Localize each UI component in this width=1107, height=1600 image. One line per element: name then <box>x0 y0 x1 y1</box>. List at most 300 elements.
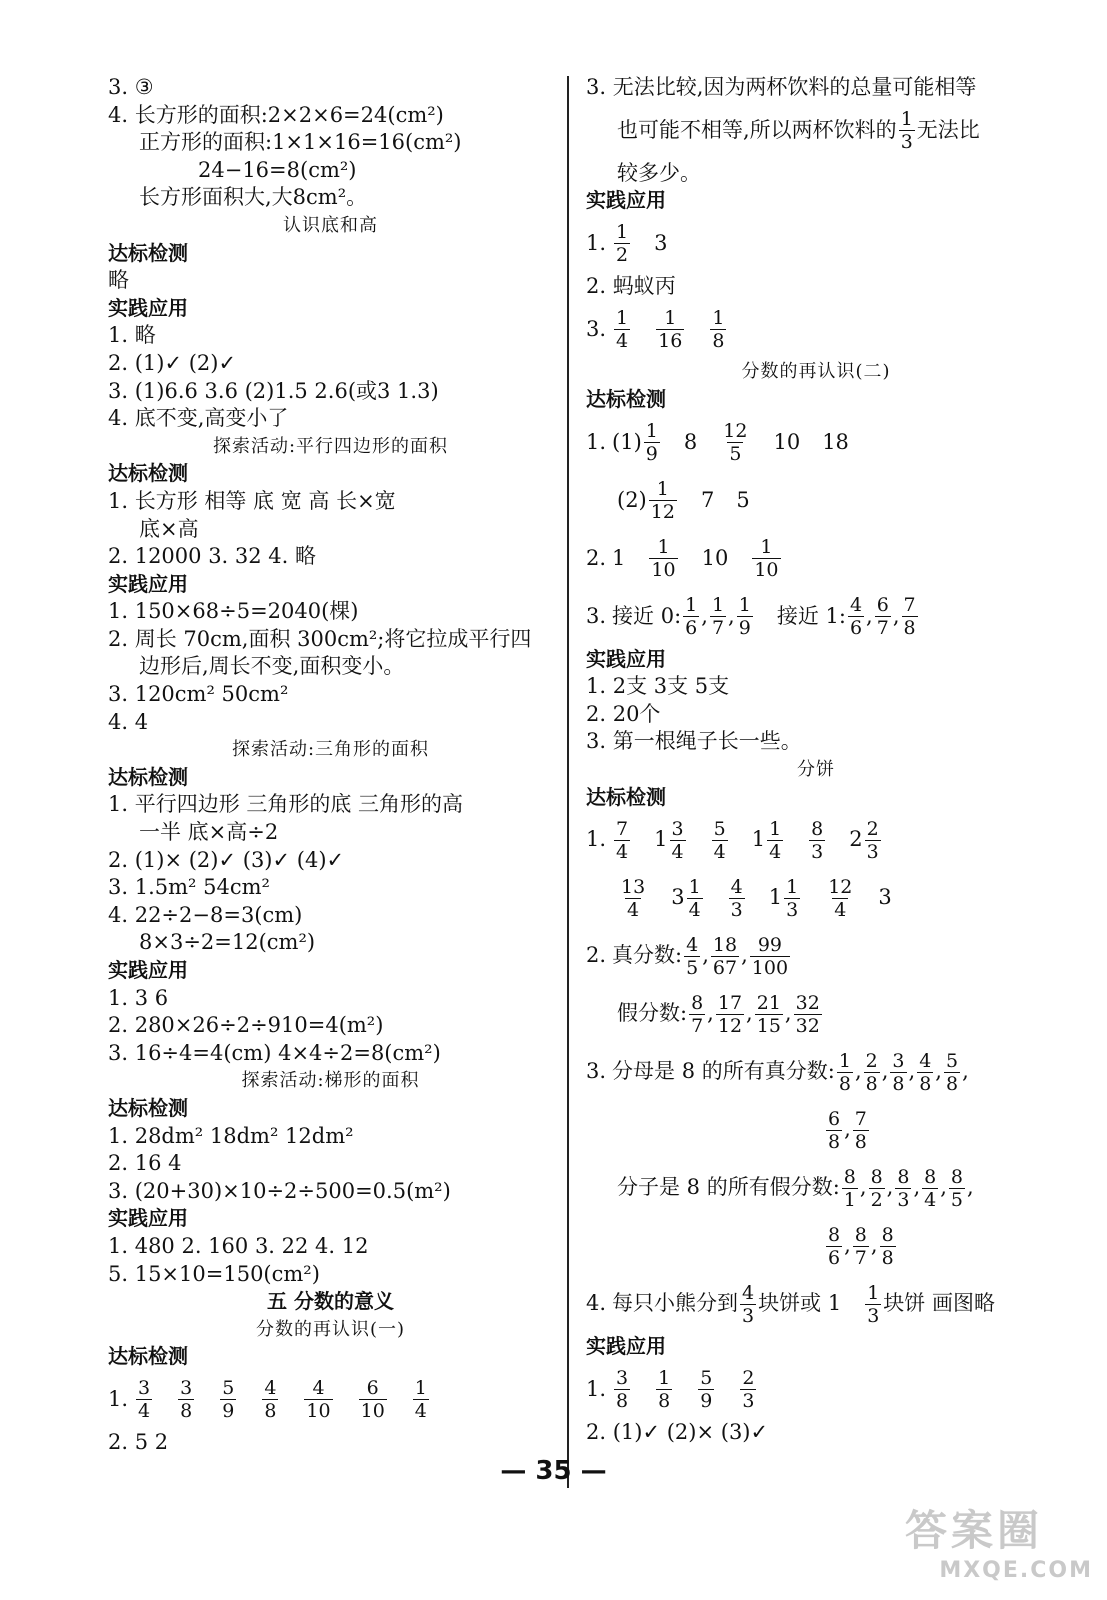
numerator: 12 <box>828 875 853 898</box>
numerator: 3 <box>616 1367 629 1390</box>
answer-item <box>586 545 625 573</box>
fraction <box>687 876 703 921</box>
fraction <box>619 876 647 921</box>
comma: , <box>908 1059 916 1084</box>
fraction <box>649 478 677 523</box>
numerator: 1 <box>645 420 658 443</box>
question-number: 2. <box>586 943 607 968</box>
denominator: 4 <box>671 840 684 863</box>
denominator: 5 <box>729 443 742 466</box>
answer-item <box>750 536 782 581</box>
numerator: 6 <box>366 1377 379 1400</box>
numerator: 1 <box>657 536 670 559</box>
fraction <box>902 594 918 639</box>
section-heading: 达标检测 <box>108 240 188 265</box>
answer-item <box>708 307 728 352</box>
numerator: 2 <box>866 817 879 840</box>
numerator: 1 <box>738 594 751 617</box>
comma: , <box>746 1001 753 1026</box>
denominator: 4 <box>688 898 701 921</box>
answer-text: (2) <box>617 487 647 512</box>
fraction <box>689 992 705 1037</box>
fraction <box>359 1377 387 1422</box>
answer-line <box>586 530 1046 588</box>
fraction <box>740 1367 756 1412</box>
numerator: 1 <box>712 306 725 329</box>
numerator: 4 <box>312 1377 325 1400</box>
answer-line: 2. 20个 <box>586 701 661 726</box>
answer-line <box>586 811 1046 869</box>
numerator: 1 <box>760 536 773 559</box>
denominator: 3 <box>897 1188 910 1211</box>
answer-line: 1. 略 <box>108 323 156 348</box>
denominator: 100 <box>751 956 789 979</box>
answer-line: 4. 4 <box>108 709 149 734</box>
answer-line <box>586 1043 1046 1101</box>
answer-line: 2. 16 4 <box>108 1151 182 1176</box>
fraction <box>949 1166 965 1211</box>
comma: , <box>728 603 735 628</box>
fraction <box>656 1367 672 1412</box>
watermark-text: 答案圈 <box>905 1506 1044 1555</box>
fraction <box>826 1224 842 1269</box>
numerator: 1 <box>616 221 629 244</box>
denominator: 7 <box>854 1246 867 1269</box>
numerator: 8 <box>843 1165 856 1188</box>
answer-line: 3. 无法比较,因为两杯饮料的总量可能相等 <box>586 75 977 99</box>
lesson-title: 探索活动:平行四边形的面积 <box>212 435 449 457</box>
fraction <box>869 1166 885 1211</box>
fraction <box>656 307 684 352</box>
fraction <box>875 594 891 639</box>
numerator: 5 <box>700 1367 713 1390</box>
answer-text: 接近 0: <box>612 603 682 628</box>
fraction <box>683 594 699 639</box>
denominator: 3 <box>811 840 824 863</box>
answer-line: 1. 平行四边形 三角形的底 三角形的高 <box>108 792 464 817</box>
fraction <box>614 221 630 266</box>
fraction <box>837 1050 853 1095</box>
denominator: 3 <box>786 898 799 921</box>
question-number: 4. <box>586 1291 607 1316</box>
answer-line <box>586 1275 1046 1333</box>
watermark-logo <box>905 1506 1097 1594</box>
answer-line <box>586 869 1046 927</box>
fraction <box>670 818 686 863</box>
answer-line <box>586 927 1046 985</box>
comma: , <box>935 1059 942 1084</box>
answer-item <box>738 1367 758 1412</box>
fraction <box>710 594 726 639</box>
answer-line <box>586 985 1046 1043</box>
numerator: 4 <box>730 875 743 898</box>
answer-line <box>586 1217 1046 1275</box>
answer-line: 3. 1.5m² 54cm² <box>108 875 270 900</box>
denominator: 2 <box>870 1188 883 1211</box>
numerator: 5 <box>222 1377 235 1400</box>
denominator: 8 <box>180 1400 193 1423</box>
denominator: 32 <box>795 1014 820 1037</box>
answer-text: 块饼或 1 <box>758 1291 842 1316</box>
numerator: 8 <box>870 1165 883 1188</box>
fraction <box>710 307 726 352</box>
denominator: 8 <box>854 1130 867 1153</box>
answer-item <box>586 221 632 266</box>
answer-text: 1 <box>612 545 626 570</box>
denominator: 9 <box>738 617 751 640</box>
denominator: 3 <box>742 1390 755 1413</box>
answer-line: 3. 120cm² 50cm² <box>108 682 289 707</box>
answer-line: 2. 蚂蚁丙 <box>586 273 676 298</box>
denominator: 5 <box>950 1188 964 1211</box>
denominator: 8 <box>919 1072 932 1095</box>
answer-item <box>654 230 667 258</box>
answer-item <box>586 1050 969 1095</box>
denominator: 2 <box>616 244 629 267</box>
numerator: 7 <box>903 594 916 617</box>
denominator: 1 <box>843 1188 856 1211</box>
denominator: 3 <box>742 1304 755 1327</box>
denominator: 5 <box>686 956 699 979</box>
denominator: 8 <box>828 1130 841 1153</box>
section-heading: 实践应用 <box>108 571 188 596</box>
denominator: 10 <box>754 559 779 582</box>
denominator: 3 <box>867 1304 880 1327</box>
answer-item <box>218 1377 238 1422</box>
fraction <box>853 1108 869 1153</box>
fraction <box>220 1377 236 1422</box>
numerator: 6 <box>828 1107 841 1130</box>
fraction <box>644 420 660 465</box>
denominator: 4 <box>627 898 640 921</box>
denominator: 12 <box>717 1014 743 1037</box>
answer-line: 2. 周长 70cm,面积 300cm²;将它拉成平行四 <box>108 626 532 651</box>
denominator: 10 <box>651 559 676 582</box>
answer-item <box>822 429 849 457</box>
denominator: 8 <box>712 329 725 352</box>
answer-item <box>719 420 751 465</box>
numerator: 7 <box>616 817 629 840</box>
answer-line: 正方形的面积:1×1×16=16(cm²) <box>139 130 462 155</box>
denominator: 8 <box>892 1072 905 1095</box>
answer-line: 2. 280×26÷2÷910=4(m²) <box>108 1013 384 1038</box>
denominator: 4 <box>616 329 629 352</box>
answer-item <box>824 1108 871 1153</box>
fraction <box>614 307 630 352</box>
denominator: 4 <box>414 1400 427 1423</box>
denominator: 4 <box>834 898 847 921</box>
comma: , <box>870 1233 878 1258</box>
numerator: 32 <box>795 991 820 1014</box>
answer-text: 1 <box>751 827 766 852</box>
fraction <box>842 1166 858 1211</box>
fraction <box>890 1050 906 1095</box>
answer-line <box>586 102 1046 160</box>
denominator: 7 <box>711 617 725 640</box>
answer-line: 4. 长方形的面积:2×2×6=24(cm²) <box>108 102 444 127</box>
denominator: 4 <box>616 840 629 863</box>
denominator: 3 <box>730 898 743 921</box>
answer-line: 3. (1)6.6 3.6 (2)1.5 2.6(或3 1.3) <box>108 378 439 403</box>
fraction <box>750 934 790 979</box>
page-number: — 35 — <box>500 1456 607 1486</box>
numerator: 8 <box>811 817 824 840</box>
fraction <box>649 536 677 581</box>
answer-line: 1. 长方形 相等 底 宽 高 长×宽 <box>108 488 396 513</box>
fraction <box>712 818 728 863</box>
right-column <box>586 74 1046 1446</box>
answer-line: 4. 底不变,高变小了 <box>108 406 289 431</box>
answer-text: , <box>962 1059 969 1084</box>
answer-line: 2. 12000 3. 32 4. 略 <box>108 544 317 569</box>
answer-text: 真分数: <box>612 943 683 968</box>
section-heading: 达标检测 <box>586 386 666 411</box>
fraction <box>826 1108 842 1153</box>
answer-item <box>302 1377 334 1422</box>
denominator: 67 <box>712 956 738 979</box>
numerator: 8 <box>897 1165 910 1188</box>
section-heading: 实践应用 <box>108 1206 188 1231</box>
answer-line: 2. (1)✓ (2)× (3)✓ <box>586 1419 769 1444</box>
fraction <box>711 934 739 979</box>
question-number: 1. <box>586 429 607 454</box>
question-number: 1. <box>108 1387 129 1412</box>
answer-text: 18 <box>822 429 849 454</box>
answer-text: 3 <box>671 885 685 910</box>
denominator: 16 <box>658 329 683 352</box>
denominator: 8 <box>881 1246 894 1269</box>
answer-item <box>696 1367 716 1412</box>
comma: , <box>913 1175 921 1200</box>
denominator: 9 <box>700 1390 713 1413</box>
numerator: 3 <box>671 817 684 840</box>
answer-item <box>176 1377 196 1422</box>
answer-line: 8×3÷2=12(cm²) <box>139 930 316 955</box>
fraction <box>740 1282 756 1327</box>
answer-line: 1. 2支 3支 5支 <box>586 674 730 699</box>
numerator: 21 <box>756 991 781 1014</box>
answer-text: 3 <box>654 230 668 255</box>
fraction <box>737 594 753 639</box>
fraction <box>614 818 630 863</box>
watermark-url: MXQE.COM <box>939 1558 1093 1583</box>
section-heading: 达标检测 <box>108 1095 188 1120</box>
answer-item <box>807 818 827 863</box>
answer-line <box>586 1361 1046 1419</box>
fraction <box>865 818 881 863</box>
answer-item <box>617 876 649 921</box>
question-number: 1. <box>586 827 607 852</box>
numerator: 1 <box>688 875 701 898</box>
answer-line <box>586 588 1046 646</box>
answer-line: 5. 15×10=150(cm²) <box>108 1261 320 1286</box>
answer-line <box>108 1371 553 1429</box>
numerator: 8 <box>828 1223 841 1246</box>
section-heading: 实践应用 <box>586 188 666 213</box>
numerator: 18 <box>712 933 738 956</box>
left-column <box>108 74 553 1457</box>
answer-item <box>647 536 679 581</box>
answer-item <box>357 1377 389 1422</box>
answer-text: 10 <box>773 429 801 454</box>
numerator: 4 <box>742 1281 755 1304</box>
denominator: 8 <box>838 1072 851 1095</box>
fraction <box>848 594 864 639</box>
answer-item <box>654 307 686 352</box>
numerator: 6 <box>876 594 889 617</box>
numerator: 1 <box>769 817 782 840</box>
denominator: 10 <box>360 1400 385 1423</box>
numerator: 1 <box>656 478 669 501</box>
answer-item <box>671 876 704 921</box>
fraction <box>826 876 854 921</box>
answer-line: 3. ③ <box>108 75 154 99</box>
comma: , <box>881 1059 889 1084</box>
comma: , <box>844 1117 851 1142</box>
answer-item <box>586 1367 632 1412</box>
answer-text: , <box>967 1175 974 1200</box>
answer-line <box>586 414 1046 472</box>
comma: , <box>892 603 900 628</box>
fraction <box>752 536 780 581</box>
answer-text: 也可能不相等,所以两杯饮料的 <box>617 117 897 142</box>
fraction <box>721 420 749 465</box>
question-number: 3. <box>586 1059 607 1084</box>
answer-item <box>752 818 785 863</box>
numerator: 8 <box>854 1223 867 1246</box>
comma: , <box>701 603 708 628</box>
comma: , <box>844 1233 851 1258</box>
answer-item <box>736 487 749 515</box>
comma: , <box>741 943 748 968</box>
answer-line: 略 <box>108 268 129 293</box>
question-number: 2. <box>586 545 607 570</box>
fraction <box>794 992 822 1037</box>
denominator: 8 <box>865 1072 878 1095</box>
answer-item <box>654 1367 674 1412</box>
answer-text: 8 <box>683 429 698 454</box>
answer-item <box>849 818 882 863</box>
answer-item <box>617 108 980 153</box>
answer-item <box>769 876 802 921</box>
fraction <box>853 1224 869 1269</box>
answer-text: 3 <box>878 885 892 910</box>
fraction <box>614 1367 630 1412</box>
fraction <box>784 876 800 921</box>
fraction <box>413 1377 429 1422</box>
answer-text: 每只小熊分到 <box>612 1291 739 1316</box>
column-divider <box>567 76 569 1488</box>
answer-item <box>777 594 920 639</box>
denominator: 3 <box>900 131 913 154</box>
answer-item <box>586 594 755 639</box>
answer-line: 底×高 <box>139 516 199 541</box>
answer-item <box>586 818 632 863</box>
numerator: 1 <box>414 1377 427 1400</box>
lesson-title: 认识底和高 <box>283 214 378 236</box>
answer-item <box>702 545 729 573</box>
answer-item <box>824 876 856 921</box>
numerator: 8 <box>691 991 704 1014</box>
answer-line: 24−16=8(cm²) <box>198 157 357 182</box>
denominator: 15 <box>756 1014 781 1037</box>
denominator: 7 <box>691 1014 704 1037</box>
answer-item <box>586 1282 841 1327</box>
question-number: 1. <box>586 230 607 255</box>
answer-item <box>684 429 697 457</box>
denominator: 7 <box>876 617 889 640</box>
fraction <box>899 108 915 153</box>
numerator: 5 <box>945 1049 959 1072</box>
fraction <box>755 992 783 1037</box>
answer-line: 1. 150×68÷5=2040(棵) <box>108 599 359 624</box>
answer-line: 3. 第一根绳子长一些。 <box>586 729 802 754</box>
answer-item <box>411 1377 431 1422</box>
answer-line <box>586 215 1046 273</box>
denominator: 3 <box>866 840 879 863</box>
section-heading: 达标检测 <box>586 784 666 809</box>
numerator: 1 <box>664 306 677 329</box>
denominator: 12 <box>650 501 675 524</box>
answer-text: 2 <box>849 827 863 852</box>
numerator: 12 <box>723 420 748 443</box>
lesson-title: 分饼 <box>797 758 835 780</box>
fraction <box>880 1224 896 1269</box>
numerator: 4 <box>849 594 863 617</box>
denominator: 6 <box>828 1246 841 1269</box>
fraction <box>262 1377 278 1422</box>
numerator: 3 <box>180 1377 193 1400</box>
answer-line <box>586 1101 1046 1159</box>
answer-line <box>586 300 1046 358</box>
denominator: 4 <box>924 1188 937 1211</box>
numerator: 4 <box>919 1049 932 1072</box>
comma: , <box>940 1175 947 1200</box>
comma: , <box>866 603 873 628</box>
answer-text: 7 <box>700 487 715 512</box>
answer-text: 无法比 <box>916 117 980 142</box>
denominator: 4 <box>769 840 782 863</box>
comma: , <box>859 1175 867 1200</box>
answer-text: 1 <box>654 827 668 852</box>
fraction <box>698 1367 714 1412</box>
fraction <box>917 1050 933 1095</box>
comma: , <box>854 1059 862 1084</box>
answer-item <box>878 884 891 912</box>
answer-item <box>260 1377 280 1422</box>
section-heading: 达标检测 <box>108 1344 188 1369</box>
answer-line: 边形后,周长不变,面积变小。 <box>139 654 405 679</box>
fraction <box>767 818 783 863</box>
comma: , <box>886 1175 894 1200</box>
denominator: 8 <box>264 1400 277 1423</box>
answer-line: 1. 28dm² 18dm² 12dm² <box>108 1123 354 1148</box>
answer-text: 1 <box>768 885 783 910</box>
answer-item <box>701 487 714 515</box>
answer-line <box>586 1159 1046 1217</box>
denominator: 6 <box>685 617 698 640</box>
denominator: 4 <box>713 840 726 863</box>
section-heading: 实践应用 <box>108 958 188 982</box>
numerator: 8 <box>924 1165 937 1188</box>
fraction <box>684 934 700 979</box>
numerator: 8 <box>950 1165 964 1188</box>
numerator: 7 <box>854 1107 867 1130</box>
numerator: 3 <box>138 1377 151 1400</box>
answer-line: 2. (1)✓ (2)✓ <box>108 350 237 375</box>
section-heading: 达标检测 <box>108 764 188 789</box>
lesson-title: 探索活动:梯形的面积 <box>241 1070 420 1092</box>
